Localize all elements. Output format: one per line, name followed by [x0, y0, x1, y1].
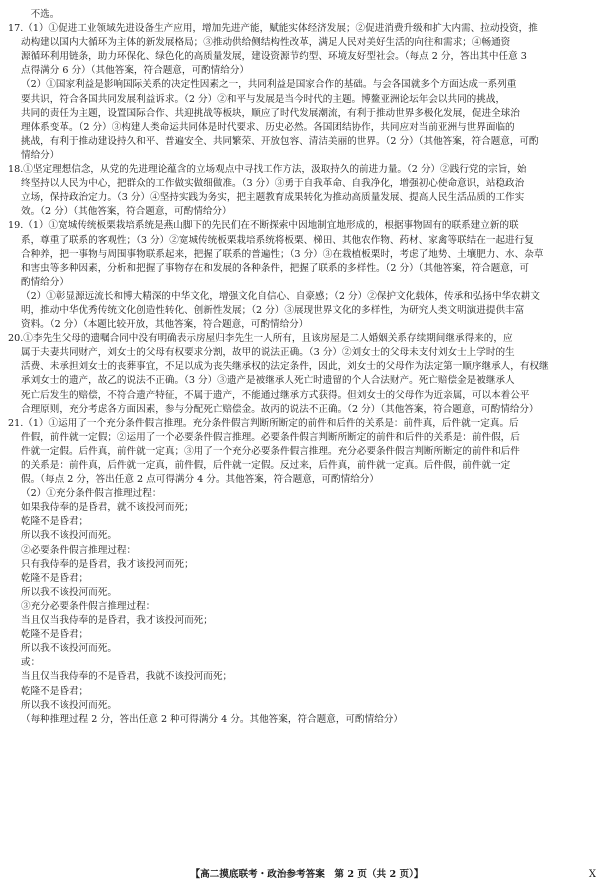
text-line: 的关系是：前件真，后件就一定真，前件假，后件就一定假。反过来，后件真，前件就一定真。后件假，前件就一定	[21, 460, 511, 471]
text-line: 乾隆不是昏君；	[21, 572, 89, 584]
text-line: 承刘女士的遗产，故乙的说法不正确。（3 分）③遗产是被继承人死亡时遗留的个人合法财产。死亡赔偿金是被继承人	[21, 375, 515, 387]
text-line: 源循环利用链条，助力环保化、绿色化的高质量发展，建设资源节约型、环境友好型社会。（每点 2 分，答出其中任意 3	[21, 51, 527, 63]
text-line: 20.①李先生父母的遗嘱合同中没有明确表示房屋归李先生一人所有，且该房屋是二人婚姻关系存续期间继承得来的，应	[8, 333, 513, 345]
text-line: 18.①坚定理想信念，从党的先进理论蕴含的立场观点中寻找工作方法，汲取持久的前进力量。（2 分）②践行党的宗旨，始	[8, 164, 527, 176]
text-line: 效。（2 分）（其他答案，符合题意，可酌情给分）	[21, 206, 232, 218]
text-line: 要共识，符合各国共同发展利益诉求。（2 分）②和平与发展是当今时代的主题。博鳌亚洲论坛年会以共同的挑战，	[21, 93, 506, 105]
text-line: 和害虫等多种因素，分析和把握了事物存在和发展的各种条件，把握了联系的多样性。（2 分）（其他答案，符合题意，可	[21, 262, 530, 274]
text-line: 立场，保持政治定力。（3 分）④坚持实践为务实，把主题教育成果转化为推动高质量发展、提高人民生活品质的工作实	[21, 192, 525, 204]
text-line: ③充分必要条件假言推理过程：	[21, 600, 156, 612]
text-line: 挑战，有利于推动建设持久和平、普遍安全、共同繁荣、开放包容、清洁美丽的世界。（2 分）（其他答案，符合题意，可酌	[21, 135, 539, 147]
text-line: 17.（1）①促进工业领域先进设备生产应用，增加先进产能，赋能实体经济发展；②促进消费升级和扩大内需、拉动投资，推	[8, 23, 538, 35]
text-line: ②必要条件假言推理过程：	[21, 544, 137, 556]
text-line: 点得满分 6 分）（其他答案，符合题意，可酌情给分）	[21, 65, 250, 77]
text-line: 明，推动中华优秀传统文化创造性转化、创新性发展；（2 分）③展现世界文化的多样性，为研究人类文明演进提供丰富	[21, 304, 525, 316]
text-line: 不选。	[21, 9, 60, 20]
text-line: 19.（1）①宽城传统板栗栽培系统是燕山脚下的先民们在不断探索中因地制宜地形成的，根据事物固有的联系建立新的联	[8, 220, 519, 232]
text-line: 当且仅当我侍奉的是昏君，我才该投河而死；	[21, 615, 213, 627]
text-line: 所以我不该投河而死。	[21, 699, 117, 711]
text-line: （每种推理过程 2 分，答出任意 2 种可得满分 4 分。其他答案，符合题意，可酌情给分）	[21, 713, 403, 725]
text-line: 当且仅当我侍奉的不是昏君，我就不该投河而死；	[21, 671, 233, 683]
text-line: 酌情给分）	[21, 276, 69, 288]
text-line: 假。（每点 2 分，答出任意 2 点可得满分 4 分。其他答案，符合题意，可酌情给分）	[21, 474, 379, 486]
text-line: 死亡后发生的赔偿，不符合遗产特征，不属于遗产，不能通过继承方式获得。但刘女士的父母作为近亲属，可以本着公平	[21, 389, 530, 401]
text-line: 乾隆不是昏君；	[21, 629, 89, 641]
text-line: （2）①充分条件假言推理过程：	[21, 488, 162, 500]
text-line: （2）①彰显源远流长和博大精深的中华文化，增强文化自信心、自豪感；（2 分）②保护文化载体，传承和弘扬中华农耕文	[21, 290, 540, 302]
text-line: 只有我侍奉的是昏君，我才该投河而死；	[21, 558, 194, 570]
text-line: 系，尊重了联系的客观性；（3 分）②宽城传统板栗栽培系统将板栗、梯田、其他农作物、药材、家禽等联结在一起进行复	[21, 234, 534, 246]
text-line: 合种养，把一事物与周围事物联系起来，把握了联系的普遍性；（3 分）③在栽植板栗时，考虑了地势、土壤肥力、水、杂草	[21, 248, 544, 260]
text-line: 属于夫妻共同财产，刘女士的父母有权要求分割，故甲的说法正确。（3 分）②刘女士的父母未支付刘女士上学时的生	[21, 347, 515, 359]
text-line: 乾隆不是昏君；	[21, 516, 89, 528]
text-line: 资料。（2 分）（本题比较开放，其他答案，符合题意，可酌情给分）	[21, 319, 309, 331]
text-line: 件假，前件就一定假；②运用了一个必要条件假言推理。必要条件假言判断所断定的前件和后件的关系是：前件假，后	[21, 431, 520, 443]
text-line: 所以我不该投河而死。	[21, 530, 117, 542]
text-line: 共同的责任为主题，设置国际合作、共迎挑战等板块，顺应了时代发展潮流，有利于推动世界多极化发展，促进全球治	[21, 107, 520, 119]
text-line: 或：	[21, 657, 41, 669]
answer-content	[8, 8, 600, 727]
text-line: 情给分）	[21, 149, 60, 161]
text-line: 活费、未承担刘女士的丧葬事宜，不足以成为丧失继承权的法定条件，因此，刘女士的父母作为法定第一顺序继承人，有权继	[21, 361, 549, 373]
text-line: 合理原则，充分考虑各方面因素，参与分配死亡赔偿金。故丙的说法不正确。（2 分）（其他答案，符合题意，可酌情给分）	[21, 403, 539, 415]
text-line: 所以我不该投河而死。	[21, 586, 117, 598]
text-line: （2）①国家利益是影响国际关系的决定性因素之一，共同利益是国家合作的基础。与会各国就多个方面达成一系列重	[21, 79, 517, 91]
text-line: 理体系变革。（2 分）③构建人类命运共同体是时代要求、历史必然。各国团结协作，共同应对当前亚洲与世界面临的	[21, 121, 515, 133]
text-line: 21.（1）①运用了一个充分条件假言推理。充分条件假言判断所断定的前件和后件的关系是：前件真，后件就一定真。后	[8, 417, 519, 429]
text-line: 件就一定假。后件真，前件就一定真；③用了一个充分必要条件假言推理。充分必要条件假言判断所断定的前件和后件	[21, 445, 520, 457]
text-line: 乾隆不是昏君；	[21, 685, 89, 697]
corner-mark: X	[588, 869, 596, 880]
text-line: 终坚持以人民为中心，把群众的工作做实做细做准。（3 分）③勇于自我革命、自我净化，增强初心使命意识，站稳政治	[21, 178, 525, 190]
page-footer: 【高二摸底联考・政治参考答案 第 2 页（共 2 页）】	[190, 869, 424, 880]
text-line: 所以我不该投河而死。	[21, 643, 117, 655]
text-line: 动构建以国内大循环为主体的新发展格局；③推动供给侧结构性改革，满足人民对美好生活的向往和需求；④畅通资	[21, 37, 511, 49]
text-line: 如果我侍奉的是昏君，就不该投河而死；	[21, 502, 194, 514]
